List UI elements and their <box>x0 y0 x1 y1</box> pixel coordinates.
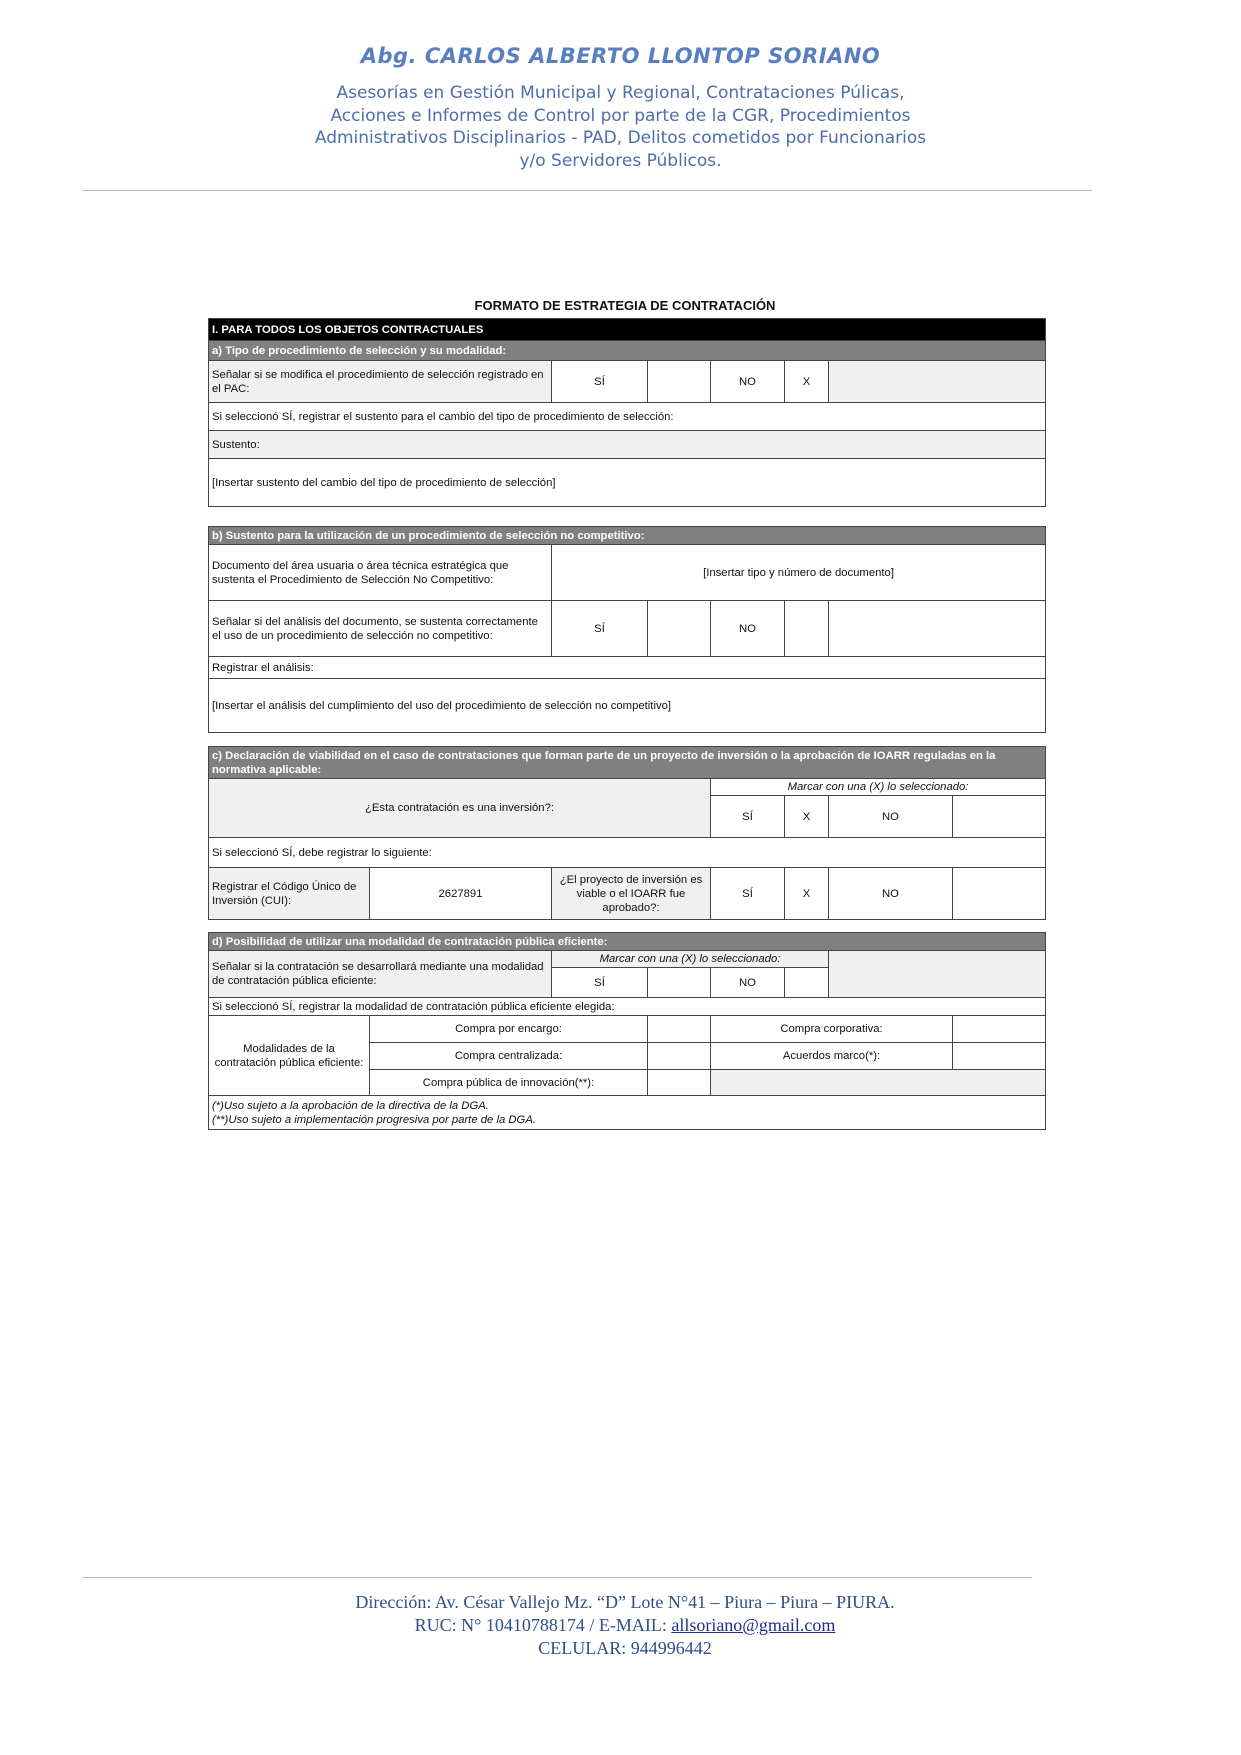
compra-encargo-label: Compra por encargo: <box>370 1016 648 1043</box>
footer <box>0 1591 1241 1660</box>
section-d-table <box>208 932 1046 1130</box>
section-d-header: d) Posibilidad de utilizar una modalidad de contratación pública eficiente: <box>209 933 1046 951</box>
compra-encargo-mark[interactable] <box>648 1016 711 1043</box>
no-label: NO <box>829 796 953 838</box>
modalities-label: Modalidades de la contratación pública eficiente: <box>209 1016 370 1096</box>
si-mark-cell[interactable] <box>648 968 711 998</box>
compra-innovacion-label: Compra pública de innovación(**): <box>370 1070 648 1096</box>
inversion-question: ¿Esta contratación es una inversión?: <box>209 779 711 838</box>
footer-contact <box>0 1614 1241 1637</box>
services-line: Administrativos Disciplinarios - PAD, Delitos cometidos por Funcionarios <box>314 128 927 148</box>
footer-ruc: RUC: N° 10410788174 / E-MAIL: <box>414 1615 672 1635</box>
section-c-header: c) Declaración de viabilidad en el caso de contrataciones que forman parte de un proyecto de inversión o la aprobación de IOARR reguladas en la normativa aplicable: <box>209 747 1046 779</box>
cui-value-field[interactable]: 2627891 <box>370 868 552 920</box>
acuerdos-marco-mark[interactable] <box>953 1043 1046 1070</box>
blank-cell <box>711 1070 1046 1096</box>
modality-instruction: Si seleccionó SÍ, registrar la modalidad de contratación pública eficiente elegida: <box>209 998 1046 1016</box>
si-label: SÍ <box>552 361 648 403</box>
efficient-modality-question: Señalar si la contratación se desarrollará mediante una modalidad de contratación pública eficiente: <box>209 951 552 998</box>
document-title: FORMATO DE ESTRATEGIA DE CONTRATACIÓN <box>474 298 776 313</box>
si-label: SÍ <box>711 868 785 920</box>
header-divider <box>82 190 1092 191</box>
no-mark-cell[interactable] <box>953 796 1046 838</box>
si-mark-cell[interactable]: X <box>785 868 829 920</box>
section-c-table <box>208 746 1046 920</box>
mark-note: Marcar con una (X) lo seleccionado: <box>552 951 829 968</box>
sustento-instruction: Si seleccionó SÍ, registrar el sustento para el cambio del tipo de procedimiento de selección: <box>209 403 1046 431</box>
acuerdos-marco-label: Acuerdos marco(*): <box>711 1043 953 1070</box>
si-mark-cell[interactable]: X <box>785 796 829 838</box>
services-description <box>0 82 1241 172</box>
no-label: NO <box>711 968 785 998</box>
compra-corporativa-mark[interactable] <box>953 1016 1046 1043</box>
si-label: SÍ <box>552 968 648 998</box>
blank-cell <box>829 951 1046 998</box>
no-mark-cell[interactable] <box>953 868 1046 920</box>
analysis-label: Registrar el análisis: <box>209 657 1046 679</box>
sustento-label: Sustento: <box>209 431 1046 459</box>
services-line: Acciones e Informes de Control por parte de la CGR, Procedimientos <box>330 105 911 126</box>
no-mark-cell[interactable] <box>785 968 829 998</box>
no-label: NO <box>829 868 953 920</box>
analysis-text-field[interactable]: [Insertar el análisis del cumplimiento del uso del procedimiento de selección no competitivo] <box>209 679 1046 733</box>
compra-centralizada-mark[interactable] <box>648 1043 711 1070</box>
modify-procedure-question: Señalar si se modifica el procedimiento de selección registrado en el PAC: <box>209 361 552 403</box>
section-a-header: a) Tipo de procedimiento de selección y su modalidad: <box>209 341 1046 361</box>
email-link[interactable]: allsoriano@gmail.com <box>671 1615 836 1635</box>
cui-label: Registrar el Código Único de Inversión (CUI): <box>209 868 370 920</box>
section-b-header: b) Sustento para la utilización de un procedimiento de selección no competitivo: <box>209 527 1046 545</box>
si-label: SÍ <box>711 796 785 838</box>
compra-centralizada-label: Compra centralizada: <box>370 1043 648 1070</box>
si-mark-cell[interactable] <box>648 601 711 657</box>
cui-instruction: Si seleccionó SÍ, debe registrar lo siguiente: <box>209 838 1046 868</box>
footnotes <box>209 1096 1046 1130</box>
si-mark-cell[interactable] <box>648 361 711 403</box>
footer-phone: CELULAR: 944996442 <box>538 1638 712 1658</box>
lawyer-name: Abg. CARLOS ALBERTO LLONTOP SORIANO <box>360 44 881 68</box>
section-b-table <box>208 526 1046 733</box>
analysis-question: Señalar si del análisis del documento, se sustenta correctamente el uso de un procedimiento de selección no competitivo: <box>209 601 552 657</box>
section-a-table <box>208 318 1046 507</box>
viability-question: ¿El proyecto de inversión es viable o el IOARR fue aprobado?: <box>552 868 711 920</box>
footnote-1: (*)Uso sujeto a la aprobación de la directiva de la DGA. <box>212 1099 489 1112</box>
no-mark-cell[interactable] <box>785 601 829 657</box>
compra-innovacion-mark[interactable] <box>648 1070 711 1096</box>
blank-cell <box>829 361 1046 403</box>
document-label: Documento del área usuaria o área técnica estratégica que sustenta el Procedimiento de Selección No Competitivo: <box>209 545 552 601</box>
si-label: SÍ <box>552 601 648 657</box>
services-line: Asesorías en Gestión Municipal y Regional, Contrataciones Púlicas, <box>336 83 905 103</box>
services-line: y/o Servidores Públicos. <box>519 150 722 171</box>
sustento-text-field[interactable]: [Insertar sustento del cambio del tipo de procedimiento de selección] <box>209 459 1046 507</box>
footer-divider <box>82 1577 1032 1578</box>
blank-cell <box>829 601 1046 657</box>
mark-note: Marcar con una (X) lo seleccionado: <box>711 779 1046 796</box>
no-mark-cell[interactable]: X <box>785 361 829 403</box>
footnote-2: (**)Uso sujeto a implementación progresiva por parte de la DGA. <box>212 1113 536 1126</box>
no-label: NO <box>711 361 785 403</box>
footer-address: Dirección: Av. César Vallejo Mz. “D” Lote N°41 – Piura – Piura – PIURA. <box>355 1592 895 1612</box>
no-label: NO <box>711 601 785 657</box>
section-i-header: I. PARA TODOS LOS OBJETOS CONTRACTUALES <box>209 319 1046 341</box>
document-value-field[interactable]: [Insertar tipo y número de documento] <box>552 545 1046 601</box>
compra-corporativa-label: Compra corporativa: <box>711 1016 953 1043</box>
